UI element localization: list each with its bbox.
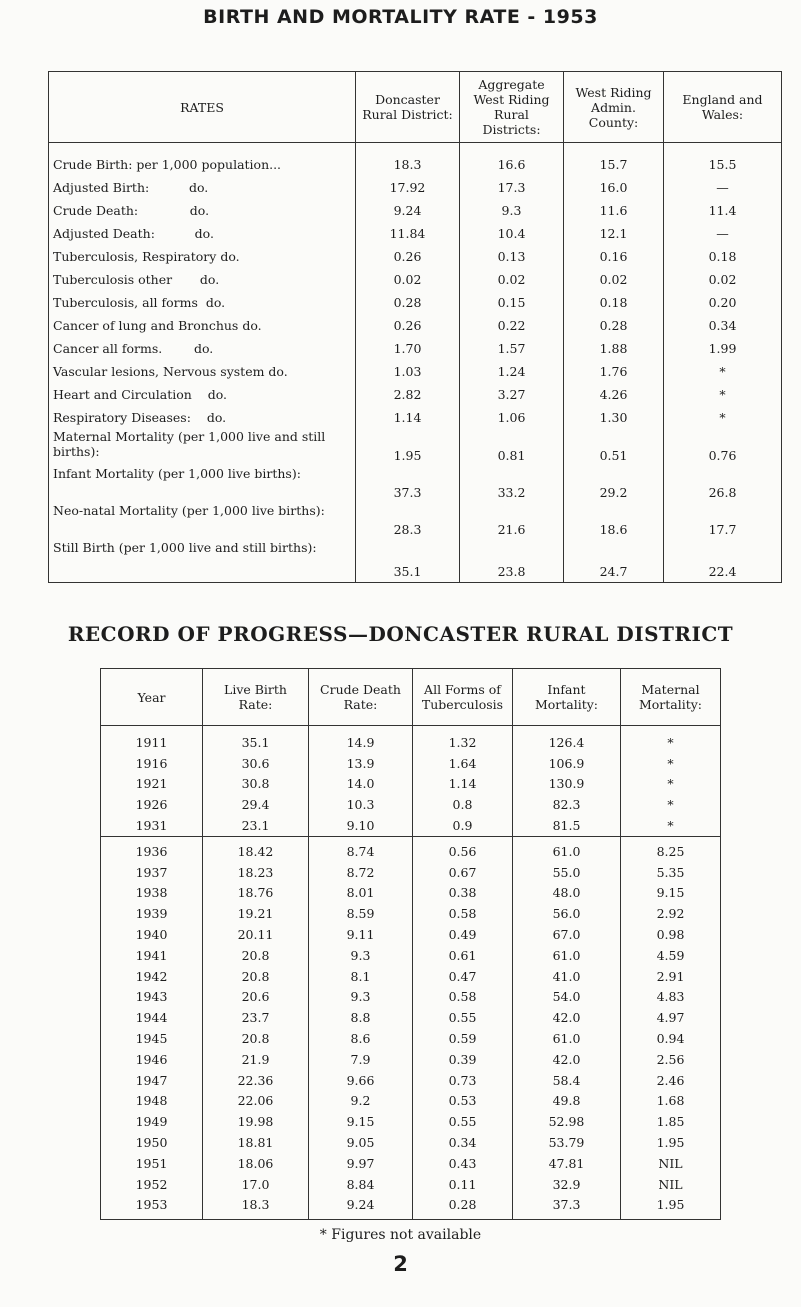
rates_table-header-cell: RATES bbox=[49, 72, 356, 143]
table-cell: 22.36 bbox=[203, 1070, 309, 1091]
table-cell: 29.4 bbox=[203, 794, 309, 815]
table-row bbox=[49, 466, 782, 503]
page-number: 2 bbox=[393, 1252, 408, 1276]
progress-table bbox=[100, 668, 721, 1220]
table-cell: Adjusted Birth: do. bbox=[49, 176, 356, 199]
table-cell: 4.26 bbox=[564, 383, 664, 406]
table-cell: 67.0 bbox=[513, 924, 621, 945]
table-cell: 0.59 bbox=[413, 1028, 513, 1049]
table-cell: * bbox=[667, 755, 674, 771]
table-cell: 49.8 bbox=[513, 1091, 621, 1112]
table-row bbox=[49, 540, 782, 583]
table-cell: 17.0 bbox=[203, 1174, 309, 1195]
table-cell: 1.24 bbox=[460, 360, 564, 383]
progress_table-header-cell: Infant Mortality: bbox=[513, 669, 621, 726]
table-cell: 1.14 bbox=[413, 774, 513, 795]
table-cell: * bbox=[667, 776, 674, 792]
table-cell: Crude Death: do. bbox=[49, 199, 356, 222]
table-cell: 23.8 bbox=[460, 540, 564, 583]
table-cell: 11.6 bbox=[564, 199, 664, 222]
table-cell: 10.4 bbox=[460, 222, 564, 245]
table-cell: 9.15 bbox=[656, 885, 685, 901]
table-cell: 4.83 bbox=[656, 989, 685, 1005]
progress_table-header-cell: All Forms of Tuberculosis bbox=[413, 669, 513, 726]
table-cell: 18.3 bbox=[356, 143, 460, 177]
table-cell: 8.59 bbox=[309, 903, 413, 924]
table-cell: 106.9 bbox=[513, 753, 621, 774]
table-cell: 1.64 bbox=[413, 753, 513, 774]
table-cell: 1936 bbox=[101, 836, 203, 861]
table-row bbox=[49, 143, 782, 177]
table-cell: 32.9 bbox=[513, 1174, 621, 1195]
table-cell: 23.7 bbox=[203, 1007, 309, 1028]
table-row bbox=[101, 774, 721, 795]
table-cell: 37.3 bbox=[513, 1195, 621, 1220]
table-cell: 9.24 bbox=[309, 1195, 413, 1220]
table-cell: Neo-natal Mortality (per 1,000 live births): bbox=[49, 503, 356, 540]
table-cell: Respiratory Diseases: do. bbox=[49, 406, 356, 429]
table-cell: 1.03 bbox=[356, 360, 460, 383]
table-cell: 1.85 bbox=[656, 1114, 685, 1130]
table-cell: 2.91 bbox=[656, 968, 685, 984]
table-cell: 54.0 bbox=[513, 987, 621, 1008]
table-row bbox=[101, 1028, 721, 1049]
table-cell: 1944 bbox=[101, 1007, 203, 1028]
rates_table-header-cell: Aggregate West Riding Rural Districts: bbox=[460, 72, 564, 143]
table-cell: 42.0 bbox=[513, 1049, 621, 1070]
table-cell: 30.8 bbox=[203, 774, 309, 795]
table-cell: 1.95 bbox=[656, 1135, 685, 1151]
table-cell: 0.58 bbox=[413, 903, 513, 924]
table-cell: 0.56 bbox=[413, 836, 513, 861]
table-cell: 15.7 bbox=[564, 143, 664, 177]
table-row bbox=[49, 337, 782, 360]
table-cell: 1945 bbox=[101, 1028, 203, 1049]
table-cell: 0.76 bbox=[708, 448, 737, 463]
table-row bbox=[101, 883, 721, 904]
table-cell: 9.05 bbox=[309, 1132, 413, 1153]
table-cell: 18.42 bbox=[203, 836, 309, 861]
table-cell: 16.6 bbox=[460, 143, 564, 177]
table-row bbox=[49, 360, 782, 383]
table-cell: 2.82 bbox=[356, 383, 460, 406]
table-cell: 1949 bbox=[101, 1111, 203, 1132]
table-row bbox=[49, 268, 782, 291]
table-cell: 9.15 bbox=[309, 1111, 413, 1132]
table-cell: 11.4 bbox=[708, 203, 737, 218]
table-cell: 29.2 bbox=[564, 466, 664, 503]
table-cell: 22.4 bbox=[708, 564, 737, 579]
table-row bbox=[101, 726, 721, 753]
table-cell: 8.8 bbox=[309, 1007, 413, 1028]
table-cell: 37.3 bbox=[356, 466, 460, 503]
table-cell: 14.0 bbox=[309, 774, 413, 795]
rates-table bbox=[48, 71, 782, 583]
table-row bbox=[101, 966, 721, 987]
table-row bbox=[49, 199, 782, 222]
table-cell: 0.58 bbox=[413, 987, 513, 1008]
table-row bbox=[49, 429, 782, 466]
table-cell: 42.0 bbox=[513, 1007, 621, 1028]
table-cell: 1937 bbox=[101, 862, 203, 883]
table-cell: 1953 bbox=[101, 1195, 203, 1220]
table-cell: 21.6 bbox=[460, 503, 564, 540]
table-cell: 8.6 bbox=[309, 1028, 413, 1049]
table-cell: 48.0 bbox=[513, 883, 621, 904]
table-cell: 1950 bbox=[101, 1132, 203, 1153]
progress_table-header-cell: Year bbox=[101, 669, 203, 726]
table-cell: 0.53 bbox=[413, 1091, 513, 1112]
table-cell: 20.11 bbox=[203, 924, 309, 945]
table-cell: 0.55 bbox=[413, 1111, 513, 1132]
progress-header-row bbox=[101, 669, 721, 726]
table-cell: 0.18 bbox=[564, 291, 664, 314]
table-cell: 1947 bbox=[101, 1070, 203, 1091]
table-row bbox=[101, 815, 721, 836]
table-cell: 1.95 bbox=[656, 1197, 685, 1213]
table-cell: 9.3 bbox=[460, 199, 564, 222]
rates_table-header-cell: West Riding Admin. County: bbox=[564, 72, 664, 143]
table-cell: 58.4 bbox=[513, 1070, 621, 1091]
table-cell: 0.98 bbox=[656, 927, 685, 943]
table-cell: 1942 bbox=[101, 966, 203, 987]
table-cell: 18.06 bbox=[203, 1153, 309, 1174]
table-cell: 0.18 bbox=[708, 249, 737, 264]
table-row bbox=[101, 1132, 721, 1153]
table-cell: 0.11 bbox=[413, 1174, 513, 1195]
table-cell: 0.13 bbox=[460, 245, 564, 268]
table-cell: 41.0 bbox=[513, 966, 621, 987]
table-cell: * bbox=[719, 364, 726, 379]
table-row bbox=[101, 903, 721, 924]
table-cell: 7.9 bbox=[309, 1049, 413, 1070]
table-cell: 5.35 bbox=[656, 864, 685, 880]
table-cell: 14.9 bbox=[309, 726, 413, 753]
table-row bbox=[101, 1007, 721, 1028]
table-row bbox=[101, 794, 721, 815]
table-cell: 8.1 bbox=[309, 966, 413, 987]
table-row bbox=[101, 945, 721, 966]
table-cell: 81.5 bbox=[513, 815, 621, 836]
table-cell: 20.8 bbox=[203, 1028, 309, 1049]
table-row bbox=[101, 836, 721, 861]
table-cell: 9.11 bbox=[309, 924, 413, 945]
table-row bbox=[101, 1070, 721, 1091]
table-cell: 0.55 bbox=[413, 1007, 513, 1028]
table-cell: 0.67 bbox=[413, 862, 513, 883]
table-cell: 0.34 bbox=[413, 1132, 513, 1153]
table-cell: 1938 bbox=[101, 883, 203, 904]
table-cell: 0.51 bbox=[564, 429, 664, 466]
table-cell: 56.0 bbox=[513, 903, 621, 924]
table-row bbox=[49, 222, 782, 245]
table-cell: 30.6 bbox=[203, 753, 309, 774]
table-cell: 8.25 bbox=[621, 836, 721, 861]
table-cell: 52.98 bbox=[513, 1111, 621, 1132]
table-cell: Heart and Circulation do. bbox=[49, 383, 356, 406]
table-cell: 35.1 bbox=[203, 726, 309, 753]
table-cell: 1921 bbox=[101, 774, 203, 795]
table-cell: 0.8 bbox=[413, 794, 513, 815]
table-cell: 1.70 bbox=[356, 337, 460, 360]
table-cell: 61.0 bbox=[513, 1028, 621, 1049]
table-row bbox=[101, 987, 721, 1008]
table-cell: 0.02 bbox=[708, 272, 737, 287]
table-cell: 19.98 bbox=[203, 1111, 309, 1132]
table-cell: 1.99 bbox=[708, 341, 737, 356]
table-cell: 8.01 bbox=[309, 883, 413, 904]
table-cell: 20.6 bbox=[203, 987, 309, 1008]
table-cell: * bbox=[719, 387, 726, 402]
table-cell: 8.84 bbox=[309, 1174, 413, 1195]
table-cell: 9.3 bbox=[309, 945, 413, 966]
table-cell: 9.3 bbox=[309, 987, 413, 1008]
table-cell: 0.20 bbox=[708, 295, 737, 310]
table-cell: 23.1 bbox=[203, 815, 309, 836]
table-cell: 0.34 bbox=[708, 318, 737, 333]
table-cell: 15.5 bbox=[708, 157, 737, 172]
table-cell: 12.1 bbox=[564, 222, 664, 245]
table-cell: 1951 bbox=[101, 1153, 203, 1174]
table-cell: 4.97 bbox=[656, 1010, 685, 1026]
table-cell: 0.39 bbox=[413, 1049, 513, 1070]
table-cell: * bbox=[667, 734, 674, 750]
table-cell: 17.7 bbox=[708, 522, 737, 537]
table-cell: 0.49 bbox=[413, 924, 513, 945]
table-cell: 28.3 bbox=[356, 503, 460, 540]
table-cell: Still Birth (per 1,000 live and still births): bbox=[49, 540, 356, 583]
table-cell: 1.32 bbox=[413, 726, 513, 753]
table-cell: 2.56 bbox=[656, 1051, 685, 1067]
table-cell: 0.61 bbox=[413, 945, 513, 966]
table-cell: 1946 bbox=[101, 1049, 203, 1070]
table-cell: 4.59 bbox=[656, 947, 685, 963]
table-cell: 1939 bbox=[101, 903, 203, 924]
table-cell: 0.28 bbox=[413, 1195, 513, 1220]
rates-header-row bbox=[49, 72, 782, 143]
table-cell: 19.21 bbox=[203, 903, 309, 924]
footnote: * Figures not available bbox=[319, 1227, 482, 1243]
table-row bbox=[101, 1091, 721, 1112]
table-cell: 1940 bbox=[101, 924, 203, 945]
table-cell: Tuberculosis, Respiratory do. bbox=[49, 245, 356, 268]
table-cell: 0.22 bbox=[460, 314, 564, 337]
table-row bbox=[49, 245, 782, 268]
table-cell: 0.81 bbox=[460, 429, 564, 466]
table-cell: 1.95 bbox=[356, 429, 460, 466]
table-cell: 61.0 bbox=[513, 945, 621, 966]
table-cell: 1948 bbox=[101, 1091, 203, 1112]
table-cell: 1926 bbox=[101, 794, 203, 815]
table-cell: 20.8 bbox=[203, 945, 309, 966]
table-cell: 8.74 bbox=[309, 836, 413, 861]
table-cell: 1.76 bbox=[564, 360, 664, 383]
table-cell: 1.14 bbox=[356, 406, 460, 429]
table-row bbox=[101, 862, 721, 883]
rates_table-header-cell: England and Wales: bbox=[664, 72, 782, 143]
table-cell: 0.73 bbox=[413, 1070, 513, 1091]
table-cell: 0.26 bbox=[356, 314, 460, 337]
table-cell: 126.4 bbox=[513, 726, 621, 753]
table-cell: Tuberculosis, all forms do. bbox=[49, 291, 356, 314]
table-cell: 130.9 bbox=[513, 774, 621, 795]
table-cell: 1931 bbox=[101, 815, 203, 836]
table-cell: 1.06 bbox=[460, 406, 564, 429]
table-cell: 18.6 bbox=[564, 503, 664, 540]
table-cell: 0.9 bbox=[413, 815, 513, 836]
table-row bbox=[49, 291, 782, 314]
table-row bbox=[49, 383, 782, 406]
page-title: BIRTH AND MORTALITY RATE - 1953 bbox=[203, 6, 598, 28]
table-cell: Tuberculosis other do. bbox=[49, 268, 356, 291]
table-cell: — bbox=[716, 180, 729, 195]
table-cell: 20.8 bbox=[203, 966, 309, 987]
table-cell: 1916 bbox=[101, 753, 203, 774]
table-cell: 18.81 bbox=[203, 1132, 309, 1153]
table-cell: 9.66 bbox=[309, 1070, 413, 1091]
table-cell: 0.26 bbox=[356, 245, 460, 268]
table-cell: 24.7 bbox=[564, 540, 664, 583]
table-cell: 0.02 bbox=[356, 268, 460, 291]
table-row bbox=[101, 1153, 721, 1174]
table-cell: 47.81 bbox=[513, 1153, 621, 1174]
progress_table-header-cell: Crude Death Rate: bbox=[309, 669, 413, 726]
table-cell: Infant Mortality (per 1,000 live births): bbox=[49, 466, 356, 503]
table-cell: 1943 bbox=[101, 987, 203, 1008]
table-row bbox=[101, 924, 721, 945]
table-cell: Cancer all forms. do. bbox=[49, 337, 356, 360]
table-cell: 0.15 bbox=[460, 291, 564, 314]
table-cell: 0.02 bbox=[460, 268, 564, 291]
table-cell: NIL bbox=[658, 1155, 683, 1171]
table-row bbox=[101, 1111, 721, 1132]
progress-title: RECORD OF PROGRESS—DONCASTER RURAL DISTRICT bbox=[67, 622, 734, 646]
table-cell: 1.57 bbox=[460, 337, 564, 360]
table-row bbox=[101, 753, 721, 774]
table-cell: 55.0 bbox=[513, 862, 621, 883]
table-row bbox=[49, 503, 782, 540]
table-cell: 1911 bbox=[101, 726, 203, 753]
table-cell: 10.3 bbox=[309, 794, 413, 815]
table-row bbox=[49, 406, 782, 429]
table-cell: NIL bbox=[658, 1176, 683, 1192]
table-cell: * bbox=[667, 797, 674, 813]
rates_table-header-cell: Doncaster Rural District: bbox=[356, 72, 460, 143]
table-row bbox=[49, 176, 782, 199]
table-cell: 0.16 bbox=[564, 245, 664, 268]
table-row bbox=[101, 1174, 721, 1195]
table-cell: 9.10 bbox=[309, 815, 413, 836]
table-cell: 11.84 bbox=[356, 222, 460, 245]
table-cell: 0.94 bbox=[656, 1031, 685, 1047]
table-cell: 0.47 bbox=[413, 966, 513, 987]
table-cell: 17.3 bbox=[460, 176, 564, 199]
table-cell: 22.06 bbox=[203, 1091, 309, 1112]
table-cell: 0.43 bbox=[413, 1153, 513, 1174]
table-cell: Maternal Mortality (per 1,000 live and still births): bbox=[49, 429, 356, 466]
table-cell: * bbox=[667, 818, 674, 834]
table-cell: 8.72 bbox=[309, 862, 413, 883]
table-cell: 82.3 bbox=[513, 794, 621, 815]
table-cell: 1.88 bbox=[564, 337, 664, 360]
table-cell: 1.30 bbox=[564, 406, 664, 429]
table-cell: 3.27 bbox=[460, 383, 564, 406]
table-cell: Vascular lesions, Nervous system do. bbox=[49, 360, 356, 383]
table-cell: Cancer of lung and Bronchus do. bbox=[49, 314, 356, 337]
table-cell: 16.0 bbox=[564, 176, 664, 199]
table-cell: 21.9 bbox=[203, 1049, 309, 1070]
table-cell: 53.79 bbox=[513, 1132, 621, 1153]
table-cell: * bbox=[719, 410, 726, 425]
table-cell: 18.23 bbox=[203, 862, 309, 883]
table-row bbox=[101, 1195, 721, 1220]
table-cell: 18.3 bbox=[203, 1195, 309, 1220]
progress_table-header-cell: Maternal Mortality: bbox=[621, 669, 721, 726]
table-cell: — bbox=[716, 226, 729, 241]
table-cell: 0.28 bbox=[564, 314, 664, 337]
table-cell: 1952 bbox=[101, 1174, 203, 1195]
table-row bbox=[101, 1049, 721, 1070]
table-row bbox=[49, 314, 782, 337]
progress_table-header-cell: Live Birth Rate: bbox=[203, 669, 309, 726]
table-cell: 9.24 bbox=[356, 199, 460, 222]
table-cell: 13.9 bbox=[309, 753, 413, 774]
table-cell: Adjusted Death: do. bbox=[49, 222, 356, 245]
table-cell: 2.92 bbox=[656, 906, 685, 922]
table-cell: 0.38 bbox=[413, 883, 513, 904]
table-cell: 2.46 bbox=[656, 1072, 685, 1088]
table-cell: 9.97 bbox=[309, 1153, 413, 1174]
table-cell: 1941 bbox=[101, 945, 203, 966]
table-cell: 33.2 bbox=[460, 466, 564, 503]
table-cell: 1.68 bbox=[656, 1093, 685, 1109]
table-cell: 61.0 bbox=[513, 836, 621, 861]
table-cell: 0.28 bbox=[356, 291, 460, 314]
table-cell: 17.92 bbox=[356, 176, 460, 199]
table-cell: Crude Birth: per 1,000 population... bbox=[49, 143, 356, 177]
table-cell: 18.76 bbox=[203, 883, 309, 904]
table-cell: 9.2 bbox=[309, 1091, 413, 1112]
table-cell: 35.1 bbox=[356, 540, 460, 583]
table-cell: 26.8 bbox=[708, 485, 737, 500]
table-cell: 0.02 bbox=[564, 268, 664, 291]
